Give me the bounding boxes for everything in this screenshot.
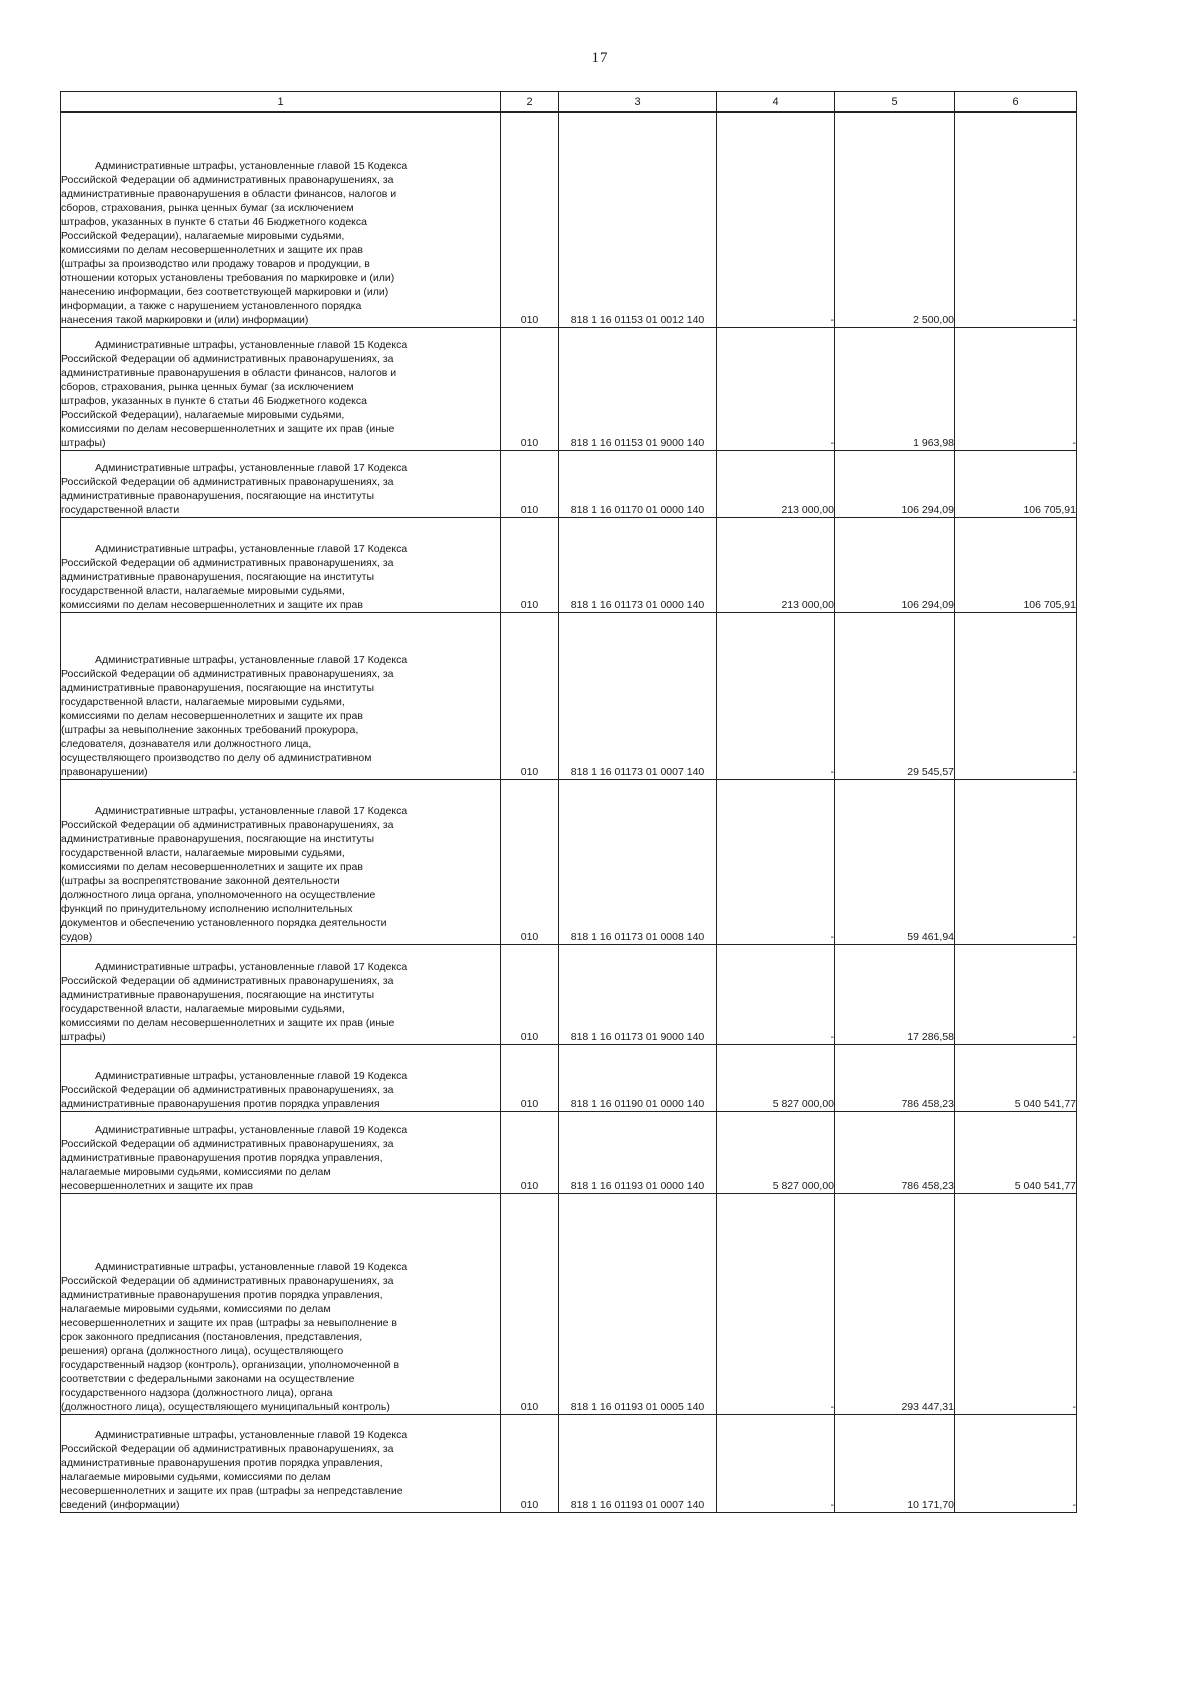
column-header: 6 bbox=[955, 92, 1077, 113]
row-budget-code: 818 1 16 01153 01 0012 140 bbox=[559, 112, 717, 327]
row-budget-code: 818 1 16 01173 01 0007 140 bbox=[559, 612, 717, 779]
row-description: Административные штрафы, установленные главой 19 Кодекса Российской Федерации об административных правонарушениях, за административные правонарушения против порядка управления, налагаемые мировыми судьями, комиссиями по делам несовершеннолетних и защите их прав (штрафы за невыполнение в срок законного предписания (постановления, представления, решения) органа (должностного лица), осуществляющего государственный надзор (контроль), организации, уполномоченной в соответствии с федеральными законами на осуществление государственного надзора (должностного лица), органа (должностного лица), осуществляющего муниципальный контроль) bbox=[61, 1193, 501, 1414]
row-unexecuted-amount: 5 040 541,77 bbox=[955, 1044, 1077, 1111]
table-row bbox=[61, 112, 1077, 327]
row-line-code: 010 bbox=[501, 517, 559, 612]
table-header-row bbox=[61, 92, 1077, 113]
row-description: Административные штрафы, установленные главой 19 Кодекса Российской Федерации об административных правонарушениях, за административные правонарушения против порядка управления, налагаемые мировыми судьями, комиссиями по делам несовершеннолетних и защите их прав (штрафы за непредставление сведений (информации) bbox=[61, 1414, 501, 1512]
row-executed-amount: 1 963,98 bbox=[835, 327, 955, 450]
table-row bbox=[61, 1111, 1077, 1193]
row-line-code: 010 bbox=[501, 112, 559, 327]
row-unexecuted-amount: 106 705,91 bbox=[955, 450, 1077, 517]
row-unexecuted-amount: - bbox=[955, 612, 1077, 779]
row-approved-amount: 213 000,00 bbox=[717, 517, 835, 612]
row-budget-code: 818 1 16 01173 01 0008 140 bbox=[559, 779, 717, 944]
row-line-code: 010 bbox=[501, 779, 559, 944]
row-approved-amount: - bbox=[717, 779, 835, 944]
row-executed-amount: 10 171,70 bbox=[835, 1414, 955, 1512]
row-description: Административные штрафы, установленные главой 17 Кодекса Российской Федерации об административных правонарушениях, за административные правонарушения, посягающие на институты государственной власти, налагаемые мировыми судьями, комиссиями по делам несовершеннолетних и защите их прав bbox=[61, 517, 501, 612]
row-budget-code: 818 1 16 01193 01 0007 140 bbox=[559, 1414, 717, 1512]
row-description: Административные штрафы, установленные главой 19 Кодекса Российской Федерации об административных правонарушениях, за административные правонарушения против порядка управления, налагаемые мировыми судьями, комиссиями по делам несовершеннолетних и защите их прав bbox=[61, 1111, 501, 1193]
row-executed-amount: 786 458,23 bbox=[835, 1044, 955, 1111]
table-row bbox=[61, 1044, 1077, 1111]
row-budget-code: 818 1 16 01170 01 0000 140 bbox=[559, 450, 717, 517]
row-executed-amount: 293 447,31 bbox=[835, 1193, 955, 1414]
row-description: Административные штрафы, установленные главой 15 Кодекса Российской Федерации об административных правонарушениях, за административные правонарушения в области финансов, налогов и сборов, страхования, рынка ценных бумаг (за исключением штрафов, указанных в пункте 6 статьи 46 Бюджетного кодекса Российской Федерации), налагаемые мировыми судьями, комиссиями по делам несовершеннолетних и защите их прав (иные штрафы) bbox=[61, 327, 501, 450]
column-header: 2 bbox=[501, 92, 559, 113]
table-row bbox=[61, 517, 1077, 612]
revenue-table bbox=[60, 91, 1077, 1513]
row-executed-amount: 106 294,09 bbox=[835, 450, 955, 517]
table-row bbox=[61, 450, 1077, 517]
row-approved-amount: - bbox=[717, 944, 835, 1044]
row-unexecuted-amount: 106 705,91 bbox=[955, 517, 1077, 612]
row-unexecuted-amount: - bbox=[955, 1193, 1077, 1414]
table-row bbox=[61, 612, 1077, 779]
row-approved-amount: - bbox=[717, 1414, 835, 1512]
row-line-code: 010 bbox=[501, 1414, 559, 1512]
row-description: Административные штрафы, установленные главой 15 Кодекса Российской Федерации об административных правонарушениях, за административные правонарушения в области финансов, налогов и сборов, страхования, рынка ценных бумаг (за исключением штрафов, указанных в пункте 6 статьи 46 Бюджетного кодекса Российской Федерации), налагаемые мировыми судьями, комиссиями по делам несовершеннолетних и защите их прав (штрафы за производство или продажу товаров и продукции, в отношении которых установлены требования по маркировке и (или) нанесению информации, без соответствующей маркировки и (или) информации, а также с нарушением установленного порядка нанесения такой маркировки и (или) информации) bbox=[61, 112, 501, 327]
row-unexecuted-amount: - bbox=[955, 112, 1077, 327]
row-description: Административные штрафы, установленные главой 19 Кодекса Российской Федерации об административных правонарушениях, за административные правонарушения против порядка управления bbox=[61, 1044, 501, 1111]
table-row bbox=[61, 779, 1077, 944]
row-approved-amount: 5 827 000,00 bbox=[717, 1111, 835, 1193]
row-executed-amount: 786 458,23 bbox=[835, 1111, 955, 1193]
row-budget-code: 818 1 16 01190 01 0000 140 bbox=[559, 1044, 717, 1111]
row-approved-amount: - bbox=[717, 1193, 835, 1414]
row-unexecuted-amount: - bbox=[955, 779, 1077, 944]
column-header: 1 bbox=[61, 92, 501, 113]
column-header: 5 bbox=[835, 92, 955, 113]
row-line-code: 010 bbox=[501, 1193, 559, 1414]
table-row bbox=[61, 327, 1077, 450]
row-budget-code: 818 1 16 01173 01 0000 140 bbox=[559, 517, 717, 612]
table-row bbox=[61, 1193, 1077, 1414]
table-row bbox=[61, 944, 1077, 1044]
row-description: Административные штрафы, установленные главой 17 Кодекса Российской Федерации об административных правонарушениях, за административные правонарушения, посягающие на институты государственной власти, налагаемые мировыми судьями, комиссиями по делам несовершеннолетних и защите их прав (штрафы за воспрепятствование законной деятельности должностного лица органа, уполномоченного на осуществление функций по принудительному исполнению исполнительных документов и обеспечению установленного порядка деятельности судов) bbox=[61, 779, 501, 944]
row-executed-amount: 106 294,09 bbox=[835, 517, 955, 612]
row-budget-code: 818 1 16 01173 01 9000 140 bbox=[559, 944, 717, 1044]
row-executed-amount: 59 461,94 bbox=[835, 779, 955, 944]
row-line-code: 010 bbox=[501, 1111, 559, 1193]
column-header: 3 bbox=[559, 92, 717, 113]
row-budget-code: 818 1 16 01153 01 9000 140 bbox=[559, 327, 717, 450]
page-number: 17 bbox=[591, 50, 609, 66]
row-executed-amount: 29 545,57 bbox=[835, 612, 955, 779]
row-approved-amount: - bbox=[717, 612, 835, 779]
row-line-code: 010 bbox=[501, 450, 559, 517]
row-budget-code: 818 1 16 01193 01 0000 140 bbox=[559, 1111, 717, 1193]
row-line-code: 010 bbox=[501, 612, 559, 779]
row-line-code: 010 bbox=[501, 1044, 559, 1111]
row-line-code: 010 bbox=[501, 327, 559, 450]
row-line-code: 010 bbox=[501, 944, 559, 1044]
row-executed-amount: 17 286,58 bbox=[835, 944, 955, 1044]
row-description: Административные штрафы, установленные главой 17 Кодекса Российской Федерации об административных правонарушениях, за административные правонарушения, посягающие на институты государственной власти bbox=[61, 450, 501, 517]
row-unexecuted-amount: 5 040 541,77 bbox=[955, 1111, 1077, 1193]
column-header: 4 bbox=[717, 92, 835, 113]
row-description: Административные штрафы, установленные главой 17 Кодекса Российской Федерации об административных правонарушениях, за административные правонарушения, посягающие на институты государственной власти, налагаемые мировыми судьями, комиссиями по делам несовершеннолетних и защите их прав (иные штрафы) bbox=[61, 944, 501, 1044]
row-approved-amount: 5 827 000,00 bbox=[717, 1044, 835, 1111]
row-approved-amount: 213 000,00 bbox=[717, 450, 835, 517]
row-unexecuted-amount: - bbox=[955, 1414, 1077, 1512]
row-approved-amount: - bbox=[717, 327, 835, 450]
row-unexecuted-amount: - bbox=[955, 944, 1077, 1044]
row-description: Административные штрафы, установленные главой 17 Кодекса Российской Федерации об административных правонарушениях, за административные правонарушения, посягающие на институты государственной власти, налагаемые мировыми судьями, комиссиями по делам несовершеннолетних и защите их прав (штрафы за невыполнение законных требований прокурора, следователя, дознавателя или должностного лица, осуществляющего производство по делу об административном правонарушении) bbox=[61, 612, 501, 779]
row-executed-amount: 2 500,00 bbox=[835, 112, 955, 327]
row-approved-amount: - bbox=[717, 112, 835, 327]
table-row bbox=[61, 1414, 1077, 1512]
row-unexecuted-amount: - bbox=[955, 327, 1077, 450]
row-budget-code: 818 1 16 01193 01 0005 140 bbox=[559, 1193, 717, 1414]
